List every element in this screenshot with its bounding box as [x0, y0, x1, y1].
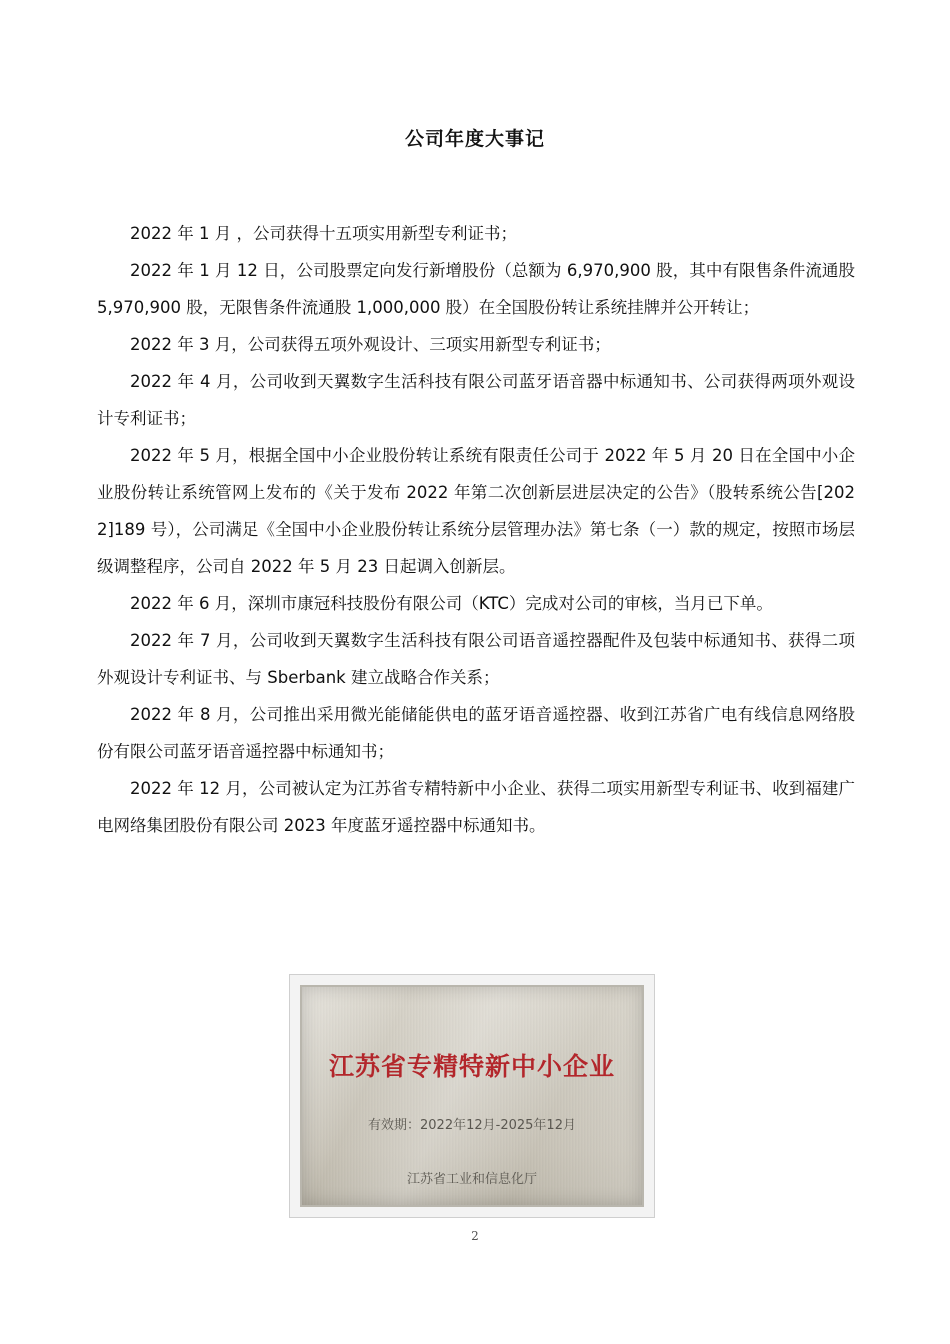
paragraph-apr: 2022 年 4 月，公司收到天翼数字生活科技有限公司蓝牙语音器中标通知书、公司获得两项外观设计专利证书； [97, 372, 855, 428]
paragraph-jan-12: 2022 年 1 月 12 日，公司股票定向发行新增股份（总额为 6,970,900 股，其中有限售条件流通股 5,970,900 股，无限售条件流通股 1,000,000 股）在全国股份转让系统挂牌并公开转让； [97, 261, 855, 317]
paragraph-may: 2022 年 5 月，根据全国中小企业股份转让系统有限责任公司于 2022 年 5 月 20 日在全国中小企业股份转让系统管网上发布的《关于发布 2022 年第二次创新层进层决定的公告》（股转系统公告[2022]189 号），公司满足《全国中小企业股份转让系统分层管理办法》第七条（一）款的规定，按照市场层级调整程序，公司自 2022 年 5 月 23 日起调入创新层。 [97, 446, 855, 576]
plaque-validity: 有效期：2022年12月-2025年12月 [368, 1118, 576, 1133]
page-number: 2 [471, 1229, 479, 1243]
plaque [300, 985, 644, 1207]
paragraph-aug: 2022 年 8 月，公司推出采用微光能储能供电的蓝牙语音遥控器、收到江苏省广电有线信息网络股份有限公司蓝牙语音遥控器中标通知书； [97, 705, 855, 761]
plaque-title: 江苏省专精特新中小企业 [328, 1052, 615, 1081]
paragraph-jul: 2022 年 7 月，公司收到天翼数字生活科技有限公司语音遥控器配件及包装中标通知书、获得二项外观设计专利证书、与 Sberbank 建立战略合作关系； [97, 631, 855, 687]
page-title: 公司年度大事记 [404, 128, 545, 150]
document-body [97, 215, 855, 844]
paragraph-jun: 2022 年 6 月，深圳市康冠科技股份有限公司（KTC）完成对公司的审核，当月已下单。 [130, 594, 773, 613]
paragraph-dec: 2022 年 12 月，公司被认定为江苏省专精特新中小企业、获得二项实用新型专利证书、收到福建广电网络集团股份有限公司 2023 年度蓝牙遥控器中标通知书。 [97, 779, 855, 835]
plaque-issuer: 江苏省工业和信息化厅 [406, 1172, 537, 1187]
paragraph-mar: 2022 年 3 月，公司获得五项外观设计、三项实用新型专利证书； [130, 335, 611, 354]
plaque-photo [289, 974, 655, 1218]
paragraph-jan: 2022 年 1 月 ，公司获得十五项实用新型专利证书； [130, 224, 517, 243]
